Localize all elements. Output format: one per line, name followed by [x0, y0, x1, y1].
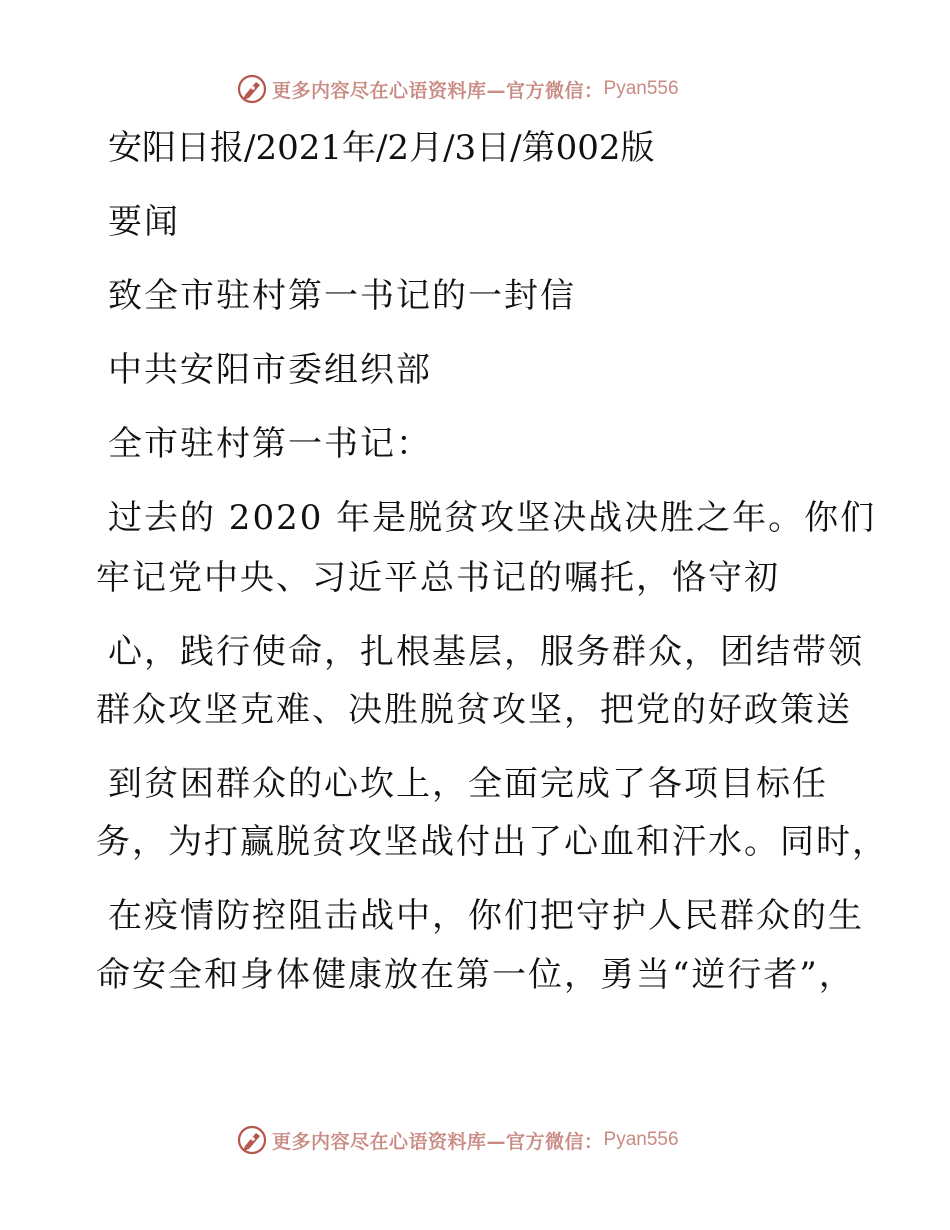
body-line: 群众攻坚克难、决胜脱贫攻坚，把党的好政策送 [96, 690, 852, 730]
article-title: 致全市驻村第一书记的一封信 [108, 276, 576, 316]
footer-watermark [236, 1123, 679, 1157]
body-line: 到贫困群众的心坎上，全面完成了各项目标任 [108, 764, 828, 804]
watermark-text: 更多内容尽在心语资料库—官方微信： [272, 1130, 604, 1153]
body-line: 在疫情防控阻击战中，你们把守护人民群众的生 [108, 896, 864, 936]
watermark-wechat-id: Pyan556 [603, 1129, 679, 1150]
pen-circle-logo-icon [236, 73, 268, 105]
watermark-wechat-id: Pyan556 [603, 78, 679, 99]
body-line: 过去的 2020 年是脱贫攻坚决战决胜之年。你们 [108, 498, 877, 538]
body-line: 心，践行使命，扎根基层，服务群众，团结带领 [108, 632, 864, 672]
article-salutation: 全市驻村第一书记： [108, 424, 432, 464]
article-author: 中共安阳市委组织部 [108, 350, 432, 390]
article-dateline: 安阳日报/2021年/2月/3日/第002版 [108, 128, 655, 168]
header-watermark [236, 72, 679, 106]
body-line: 命安全和身体健康放在第一位，勇当“逆行者”， [96, 955, 855, 995]
body-line: 务，为打赢脱贫攻坚战付出了心血和汗水。同时， [96, 822, 888, 862]
pen-circle-logo-icon [236, 1124, 268, 1156]
watermark-text: 更多内容尽在心语资料库—官方微信： [272, 79, 604, 102]
article-section: 要闻 [108, 202, 180, 242]
body-line: 牢记党中央、习近平总书记的嘱托，恪守初 [96, 558, 780, 598]
